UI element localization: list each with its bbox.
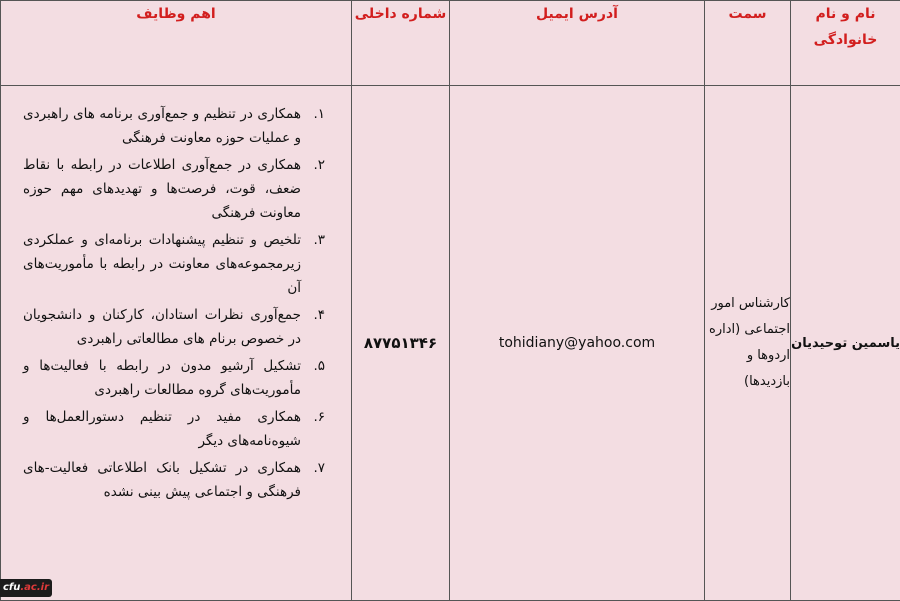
cfu-logo[interactable] — [0, 579, 52, 597]
duty-text: همکاری در تشکیل بانک اطلاعاتی فعالیت-های فرهنگی و اجتماعی پیش بینی نشده — [23, 460, 301, 500]
duty-number: ۱. — [313, 106, 325, 122]
duties-list — [23, 102, 325, 504]
staff-email[interactable]: tohidiany@yahoo.com — [450, 86, 705, 601]
duty-number: ۴. — [313, 307, 325, 323]
duty-item — [23, 153, 325, 225]
duty-item — [23, 228, 325, 300]
duty-number: ۶. — [313, 409, 325, 425]
duty-text: تشکیل آرشیو مدون در رابطه با فعالیت‌ها و مأموریت‌های گروه مطالعات راهبردی — [23, 358, 301, 398]
duties-cell — [1, 86, 352, 601]
duty-text: تلخیص و تنظیم پیشنهادات برنامه‌ای و عملکردی زیرمجموعه‌های معاونت در رابطه با مأموریت‌های آن — [23, 232, 301, 296]
header-row — [1, 1, 900, 86]
table-row — [1, 86, 900, 601]
duty-text: همکاری مفید در تنظیم دستورالعمل‌ها و شیوه‌نامه‌های دیگر — [23, 409, 301, 449]
duty-number: ۵. — [313, 358, 325, 374]
duty-text: همکاری در تنظیم و جمع‌آوری برنامه های راهبردی و عملیات حوزه معاونت فرهنگی — [23, 106, 301, 146]
header-name: نام و نام خانوادگی — [791, 1, 900, 86]
header-position: سمت — [705, 1, 791, 86]
duty-text: همکاری در جمع‌آوری اطلاعات در رابطه با نقاط ضعف، قوت، فرصت‌ها و تهدیدهای مهم حوزه معاونت فرهنگی — [23, 157, 301, 221]
duty-item — [23, 303, 325, 351]
staff-name: یاسمین توحیدیان — [791, 86, 900, 601]
duty-item — [23, 102, 325, 150]
duty-number: ۲. — [313, 157, 325, 173]
logo-suffix: .ac.ir — [20, 582, 50, 593]
staff-position: کارشناس امور اجتماعی (اداره اردوها و بازدیدها) — [705, 86, 791, 601]
header-email: آدرس ایمیل — [450, 1, 705, 86]
duty-item — [23, 354, 325, 402]
staff-extension: ۸۷۷۵۱۳۴۶ — [352, 86, 450, 601]
logo-prefix: cfu — [2, 582, 21, 593]
header-duties: اهم وظایف — [1, 1, 352, 86]
duty-item — [23, 405, 325, 453]
duty-number: ۷. — [313, 460, 325, 476]
duty-number: ۳. — [313, 232, 325, 248]
duty-item — [23, 456, 325, 504]
header-extension: شماره داخلی — [352, 1, 450, 86]
duty-text: جمع‌آوری نظرات استادان، کارکنان و دانشجویان در خصوص برنام های مطالعاتی راهبردی — [23, 307, 301, 347]
